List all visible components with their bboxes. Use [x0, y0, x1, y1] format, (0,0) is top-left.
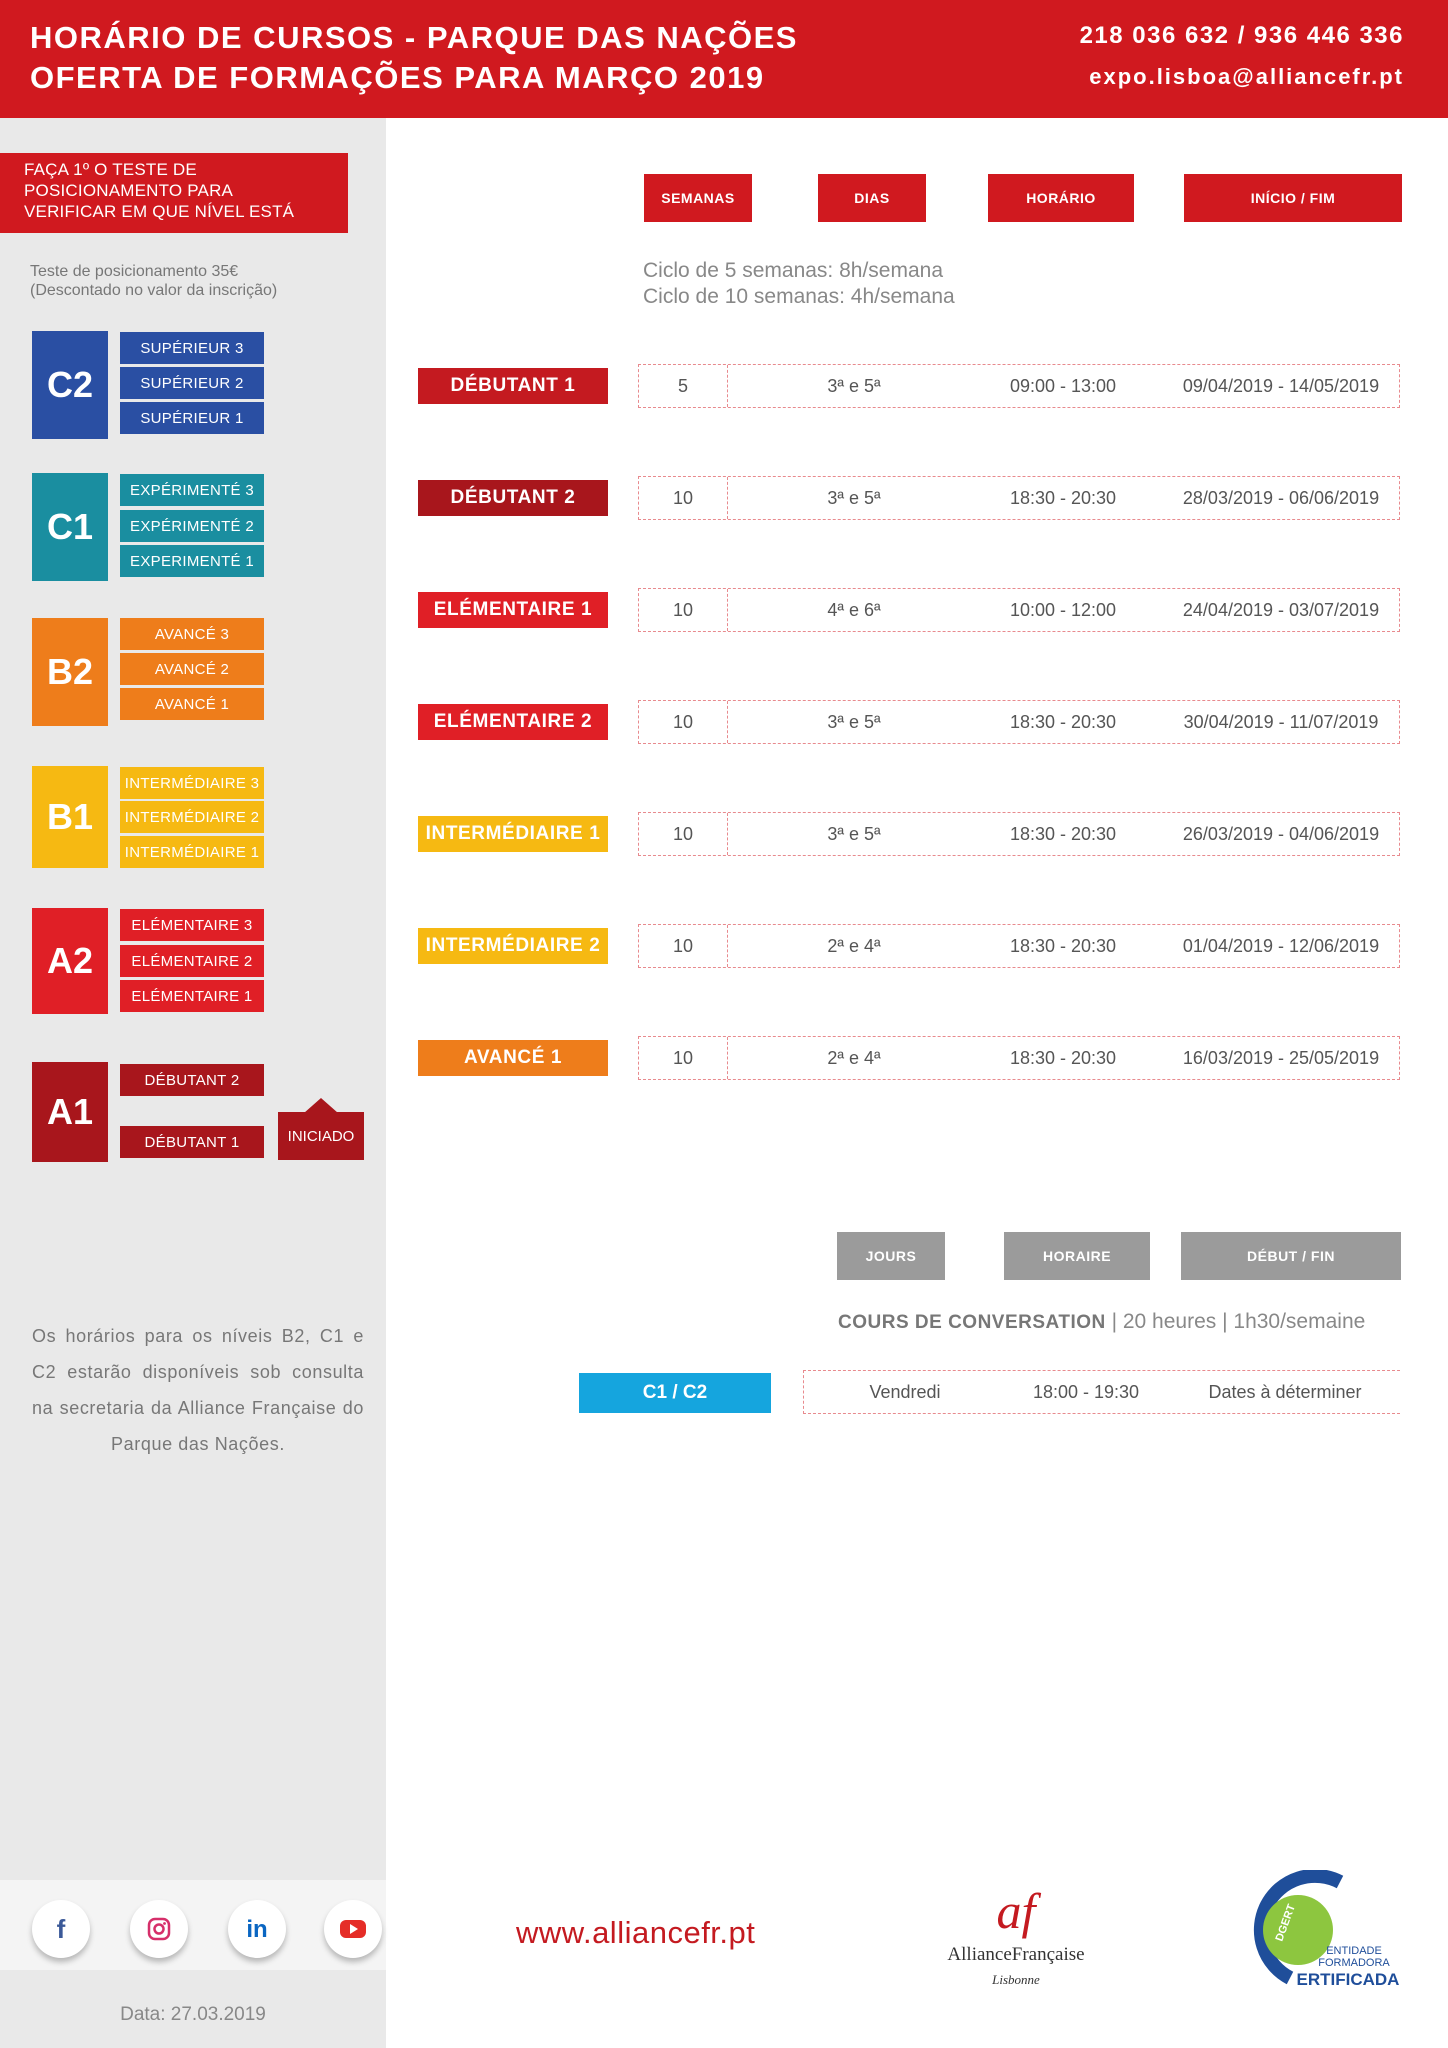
alliance-francaise-logo	[940, 1880, 1100, 1990]
facebook-icon[interactable]	[32, 1900, 90, 1958]
placement-test-line: FAÇA 1º O TESTE DE	[24, 160, 197, 179]
col-header-dias: DIAS	[818, 174, 926, 222]
contact-phone: 218 036 632 / 936 446 336	[1079, 22, 1404, 49]
level-b2: B2	[32, 618, 108, 726]
af-logo-mark: af	[996, 1883, 1036, 1939]
col-header-horaire: HORAIRE	[1004, 1232, 1150, 1280]
course-time: 18:30 - 20:30	[1009, 935, 1117, 956]
level-a1: A1	[32, 1062, 108, 1162]
iniciado-tag: INICIADO	[278, 1112, 364, 1160]
course-weeks: 5	[677, 375, 688, 396]
placement-test-price	[30, 262, 277, 300]
col-header-semanas: SEMANAS	[644, 174, 752, 222]
cert-line3: ERTIFICADA	[1296, 1970, 1400, 1989]
col-header-jours: JOURS	[837, 1232, 945, 1280]
course-label: INTERMÉDIAIRE 1	[418, 816, 608, 852]
course-dates: 24/04/2019 - 03/07/2019	[1182, 599, 1380, 620]
conversation-title-bold: COURS DE CONVERSATION	[838, 1312, 1106, 1333]
course-time: 18:30 - 20:30	[1009, 1047, 1117, 1068]
row-separator	[727, 813, 728, 855]
sublevel-superieur-2: SUPÉRIEUR 2	[120, 367, 264, 399]
page-title-line2: OFERTA DE FORMAÇÕES PARA MARÇO 2019	[30, 60, 765, 95]
iniciado-arrow-icon	[304, 1098, 338, 1113]
conversation-title-details: | 20 heures | 1h30/semaine	[1105, 1310, 1366, 1333]
placement-test-box	[0, 153, 348, 233]
instagram-icon[interactable]	[130, 1900, 188, 1958]
conversation-row	[803, 1370, 1400, 1414]
course-row	[638, 588, 1400, 632]
course-weeks: 10	[672, 599, 694, 620]
course-row	[638, 364, 1400, 408]
af-logo-name: AllianceFrançaise	[947, 1944, 1085, 1965]
sublevel-avance-3: AVANCÉ 3	[120, 618, 264, 650]
course-days: 3ª e 5ª	[827, 375, 881, 396]
course-row	[638, 924, 1400, 968]
course-dates: 30/04/2019 - 11/07/2019	[1183, 711, 1379, 732]
test-price-line: Teste de posicionamento 35€	[30, 263, 239, 280]
course-dates: 01/04/2019 - 12/06/2019	[1182, 935, 1380, 956]
conversation-day: Vendredi	[869, 1381, 941, 1402]
level-a2: A2	[32, 908, 108, 1014]
course-time: 18:30 - 20:30	[1009, 823, 1117, 844]
cert-line1: ENTIDADE	[1326, 1945, 1382, 1957]
course-label: ELÉMENTAIRE 2	[418, 704, 608, 740]
conversation-level: C1 / C2	[579, 1373, 771, 1413]
contact-email[interactable]: expo.lisboa@alliancefr.pt	[1089, 64, 1404, 89]
col-header-inicio-fim: INÍCIO / FIM	[1184, 174, 1402, 222]
sublevel-debutant-1: DÉBUTANT 1	[120, 1126, 264, 1158]
youtube-icon[interactable]	[324, 1900, 382, 1958]
sublevel-superieur-3: SUPÉRIEUR 3	[120, 332, 264, 364]
course-weeks: 10	[672, 935, 694, 956]
cycle-5-weeks: Ciclo de 5 semanas: 8h/semana	[643, 259, 943, 282]
sublevel-experimente-1: EXPERIMENTÉ 1	[120, 545, 264, 577]
sidebar-note: Os horários para os níveis B2, C1 e C2 estarão disponíveis sob consulta na secretaria da Alliance Française do Parque das Nações.	[32, 1326, 364, 1454]
course-label: ELÉMENTAIRE 1	[418, 592, 608, 628]
row-separator	[727, 925, 728, 967]
sublevel-avance-1: AVANCÉ 1	[120, 688, 264, 720]
cycle-info	[643, 258, 955, 310]
dgert-certification-logo	[1230, 1870, 1400, 1990]
sublevel-intermediaire-2: INTERMÉDIAIRE 2	[120, 801, 264, 833]
svg-text:in: in	[246, 1916, 268, 1942]
row-separator	[727, 477, 728, 519]
course-dates: 09/04/2019 - 14/05/2019	[1182, 375, 1380, 396]
course-row	[638, 476, 1400, 520]
header-bar	[0, 0, 1448, 118]
course-dates: 26/03/2019 - 04/06/2019	[1182, 823, 1380, 844]
af-logo-city: Lisbonne	[992, 1972, 1040, 1987]
sidebar	[0, 118, 386, 2048]
course-days: 2ª e 4ª	[827, 935, 881, 956]
svg-text:f: f	[56, 1916, 66, 1942]
sublevel-intermediaire-3: INTERMÉDIAIRE 3	[120, 767, 264, 799]
course-weeks: 10	[672, 487, 694, 508]
level-c2: C2	[32, 331, 108, 439]
placement-test-line: POSICIONAMENTO PARA	[24, 181, 234, 200]
sublevel-intermediaire-1: INTERMÉDIAIRE 1	[120, 836, 264, 868]
sublevel-elementaire-1: ELÉMENTAIRE 1	[120, 980, 264, 1012]
document-date: Data: 27.03.2019	[120, 2004, 266, 2025]
level-b1: B1	[32, 766, 108, 868]
course-days: 2ª e 4ª	[827, 1047, 881, 1068]
course-time: 10:00 - 12:00	[1009, 599, 1117, 620]
row-separator	[727, 589, 728, 631]
course-row	[638, 812, 1400, 856]
test-price-note: (Descontado no valor da inscrição)	[30, 282, 278, 299]
cert-line2: FORMADORA	[1318, 1957, 1390, 1969]
conversation-time: 18:00 - 19:30	[1032, 1381, 1140, 1402]
sublevel-superieur-1: SUPÉRIEUR 1	[120, 402, 264, 434]
course-time: 18:30 - 20:30	[1009, 487, 1117, 508]
course-time: 09:00 - 13:00	[1009, 375, 1117, 396]
course-label: DÉBUTANT 1	[418, 368, 608, 404]
sublevel-avance-2: AVANCÉ 2	[120, 653, 264, 685]
course-days: 3ª e 5ª	[827, 711, 881, 732]
course-days: 4ª e 6ª	[827, 599, 881, 620]
conversation-dates: Dates à déterminer	[1208, 1381, 1362, 1402]
sublevel-experimente-2: EXPÉRIMENTÉ 2	[120, 510, 264, 542]
col-header-horario: HORÁRIO	[988, 174, 1134, 222]
course-label: AVANCÉ 1	[418, 1040, 608, 1076]
social-links	[0, 1880, 386, 1970]
page-title-line1: HORÁRIO DE CURSOS - PARQUE DAS NAÇÕES	[30, 20, 798, 55]
course-days: 3ª e 5ª	[827, 487, 881, 508]
linkedin-icon[interactable]	[228, 1900, 286, 1958]
placement-test-line: VERIFICAR EM QUE NÍVEL ESTÁ	[24, 202, 295, 221]
col-header-debut-fin: DÉBUT / FIN	[1181, 1232, 1401, 1280]
course-time: 18:30 - 20:30	[1009, 711, 1117, 732]
course-row	[638, 700, 1400, 744]
course-days: 3ª e 5ª	[827, 823, 881, 844]
course-dates: 16/03/2019 - 25/05/2019	[1182, 1047, 1380, 1068]
sublevel-elementaire-3: ELÉMENTAIRE 3	[120, 909, 264, 941]
course-weeks: 10	[672, 1047, 694, 1068]
level-c1: C1	[32, 473, 108, 581]
conversation-title	[838, 1310, 1365, 1334]
row-separator	[727, 701, 728, 743]
sublevel-debutant-2: DÉBUTANT 2	[120, 1064, 264, 1096]
cycle-10-weeks: Ciclo de 10 semanas: 4h/semana	[643, 285, 955, 308]
sublevel-experimente-3: EXPÉRIMENTÉ 3	[120, 474, 264, 506]
website-link[interactable]: www.alliancefr.pt	[516, 1915, 756, 1950]
course-dates: 28/03/2019 - 06/06/2019	[1182, 487, 1380, 508]
row-separator	[727, 365, 728, 407]
course-weeks: 10	[672, 711, 694, 732]
row-separator	[727, 1037, 728, 1079]
course-weeks: 10	[672, 823, 694, 844]
sublevel-elementaire-2: ELÉMENTAIRE 2	[120, 945, 264, 977]
course-row	[638, 1036, 1400, 1080]
cert-dgert-text: DGERT	[1273, 1902, 1298, 1944]
course-label: INTERMÉDIAIRE 2	[418, 928, 608, 964]
course-label: DÉBUTANT 2	[418, 480, 608, 516]
